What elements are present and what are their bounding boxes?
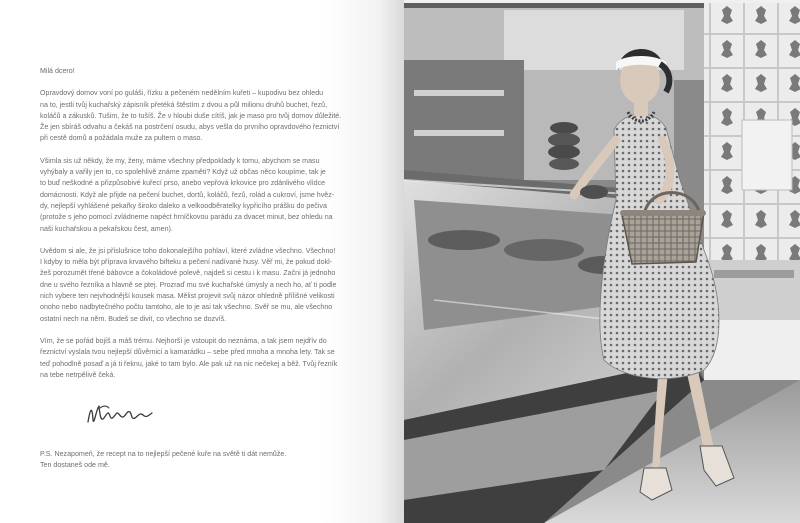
letter-line: žeš porozumět třené bábovce a čokoládové polevě, najdeš si cestu i k masu. Začni já jednoho	[40, 269, 336, 278]
letter-body	[40, 66, 370, 392]
butcher-shop-photo	[404, 0, 800, 523]
letter-line: ostatní nech na něm. Budeš se divit, co všechno se dozvíš.	[40, 314, 227, 323]
letter-greeting: Milá dcero!	[40, 67, 75, 75]
handwritten-signature	[80, 396, 170, 430]
letter-line: koláčů a zákusků. Tušim, že to tušíš. Že v hloubi duše cítíš, jak je maso pro tvůj domov důležité.	[40, 111, 342, 120]
letter-line: na to, jestli tvůj kuchařský zápisník přetéká štěstím z dvou a půl milionu druhů buchet, řezů,	[40, 100, 328, 109]
letter-line: Že jen sbíráš odvahu a čekáš na postrčení osudu, abys vešla do prvního opravdového řeznictví	[40, 123, 340, 132]
postscript	[40, 449, 370, 472]
letter-line: to buď neškodné a přizpůsobivé kuřecí prso, anebo vepřová krkovice pro zdánlivého vlídce	[40, 179, 326, 188]
letter-line: Všimla sis už někdy, že my, ženy, máme všechny předpoklady k tomu, abychom se masu	[40, 156, 320, 165]
letter-line: vyhýbaly a vařily jen to, co spolehlivě známe zpaměti? Když už občas něco koupíme, tak je	[40, 168, 326, 177]
letter-paragraph-2	[40, 156, 370, 235]
letter-line: dne u svého řezníka a hlavně se ptej. Prozraď mu své kuchařské úmysly a nech ho, ať ti podle	[40, 280, 337, 289]
letter-paragraph-4	[40, 336, 370, 381]
postscript-line: Ten dostaneš ode mě.	[40, 461, 110, 470]
letter-line: Opravdový domov voní po guláši, řízku a pečeném nedělním kuřeti – kupodivu bez ohledu	[40, 89, 324, 98]
letter-paragraph-1	[40, 88, 370, 144]
letter-line: Vím, že se pořád bojíš a máš trému. Nejhorší je vstoupit do neznáma, a tak jsem nejdřív do	[40, 336, 327, 345]
letter-paragraph-3	[40, 246, 370, 325]
letter-line: I kdyby to měla být příprava krvavého bifteku a pečení nadívané husy. Věř mi, že pokud dokl-	[40, 258, 333, 267]
letter-line: nich vybere ten nejvhodnější kousek masa. Mělist projevit svůj názor ohledně přílišné velikosti	[40, 292, 335, 301]
letter-line: řeznictví vyslala tvou nejlepší důvěrnici a kamarádku – sebe před mnoha a mnoha lety. Tak se	[40, 348, 335, 357]
photo-illustration	[404, 0, 800, 523]
letter-line: onoho nebo nadbytečného počtu tamtoho, ale to je asi tak všechno. Svěř se mu, ale všechno	[40, 303, 333, 312]
letter-line: naši kuchařskou a pekařskou čest, amen).	[40, 224, 173, 233]
letter-line: domácnosti. Když ale přijde na pečení buchet, dortů, koláčů, řezů, rolád a cukroví, jsme hvěz-	[40, 190, 335, 199]
letter-line: (protože s jeho pomocí zvládneme napéct hrníčkovou parádu za dvacet minut, bez ohledu na	[40, 213, 333, 222]
postscript-line: P.S. Nezapomeň, že recept na to nejlepší pečené kuře na světě ti dát nemůže.	[40, 450, 287, 458]
letter-line: na tebe netrpělivě čeká.	[40, 370, 116, 379]
letter-line: při cestě domů a požádala muže za pultem o maso.	[40, 134, 203, 143]
letter-line: dy, nejlepší vyhlášené pekařky široko daleko a velkoodběratelky kypřicího prášku do pečiva	[40, 201, 327, 210]
letter-line: Uvědom si ale, že jsi příslušnice toho dokonalejšího pohlaví, které zvládne všechno. Všechno!	[40, 246, 336, 255]
letter-line: teď pohodlně posaď a já ti řeknu, jaké to tam bylo. Ale pak už na nic nečekej a běž. Tvůj řezník	[40, 359, 338, 368]
